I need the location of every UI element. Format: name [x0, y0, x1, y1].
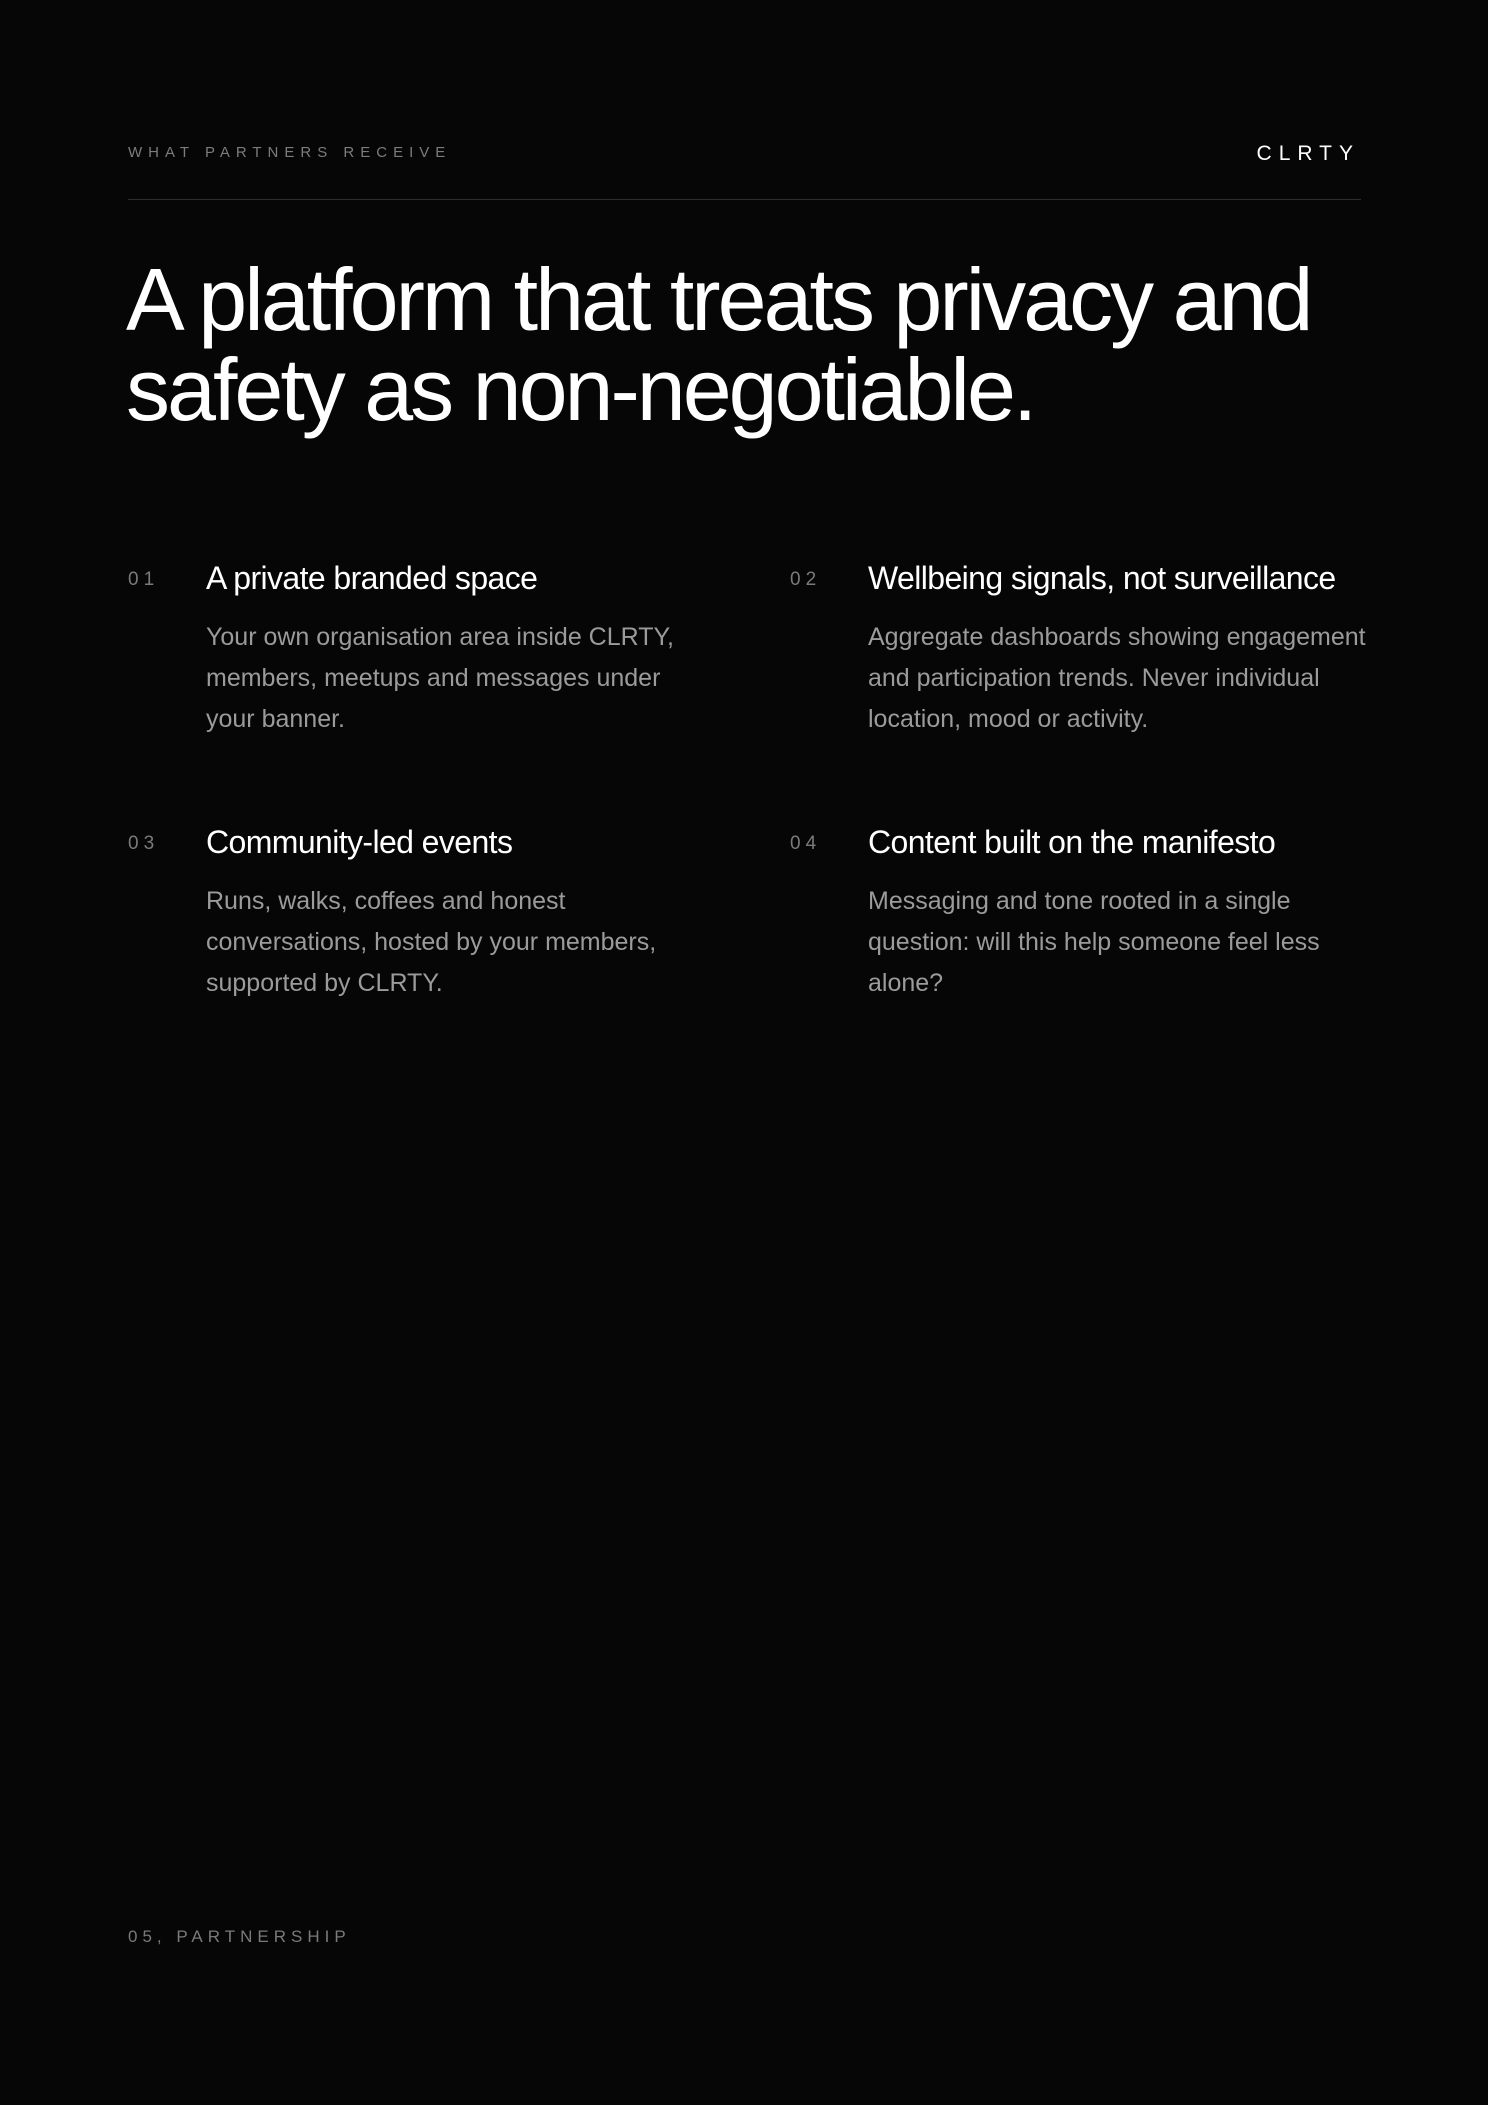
page-title: A platform that treats privacy and safety as non-negotiable. — [126, 250, 1311, 439]
feature-title: A private branded space — [206, 560, 538, 596]
feature-number: 04 — [790, 833, 822, 854]
header-divider — [128, 199, 1361, 200]
feature-description: Runs, walks, coffees and honest conversations, hosted by your members, supported by CLRTY. — [206, 887, 657, 997]
page-footer-label: 05, PARTNERSHIP — [128, 1927, 351, 1946]
feature-number: 01 — [128, 569, 160, 590]
feature-title: Wellbeing signals, not surveillance — [868, 560, 1336, 596]
feature-description: Aggregate dashboards showing engagement and participation trends. Never individual location, mood or activity. — [868, 623, 1366, 733]
feature-description: Messaging and tone rooted in a single question: will this help someone feel less alone? — [868, 887, 1320, 997]
brand-logo: CLRTY — [1256, 142, 1360, 165]
feature-title: Content built on the manifesto — [868, 824, 1276, 860]
feature-description: Your own organisation area inside CLRTY, members, meetups and messages under your banner. — [206, 623, 674, 733]
feature-number: 02 — [790, 569, 822, 590]
section-eyebrow: WHAT PARTNERS RECEIVE — [128, 144, 452, 161]
feature-number: 03 — [128, 833, 160, 854]
feature-title: Community-led events — [206, 824, 513, 860]
